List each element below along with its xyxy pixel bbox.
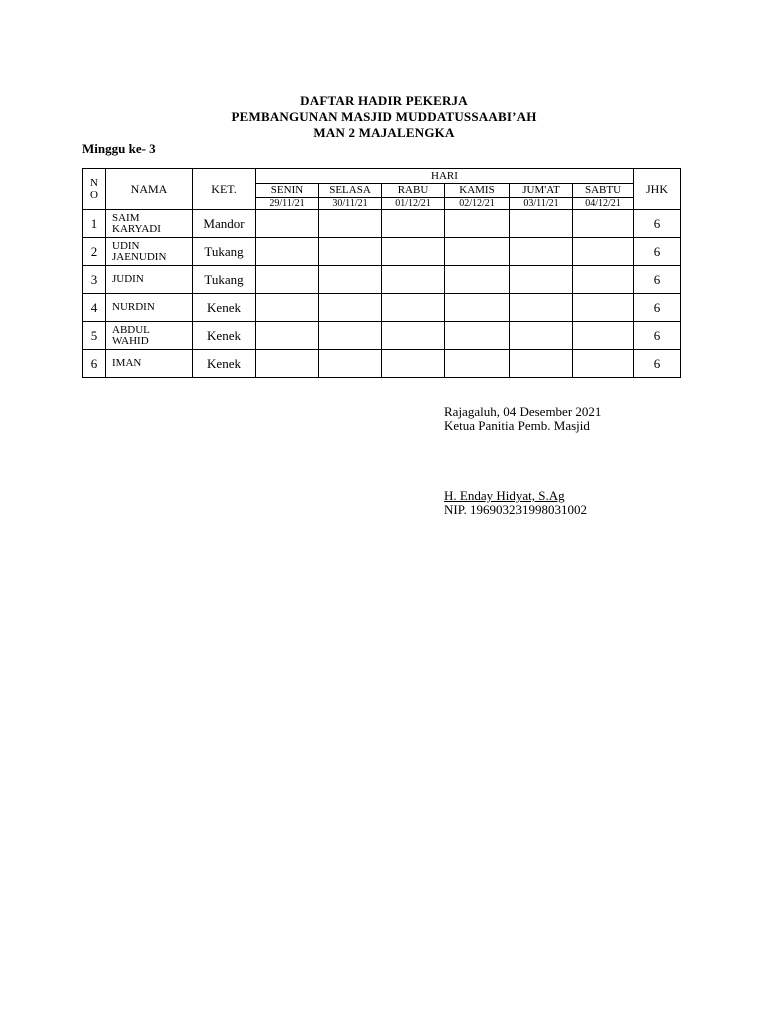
attendance-cell	[510, 322, 573, 350]
attendance-cell	[256, 322, 319, 350]
worker-name: ABDUL WAHID	[106, 322, 193, 350]
document-institution: MAN 2 MAJALENGKA	[313, 125, 455, 140]
attendance-cell	[510, 238, 573, 266]
attendance-cell	[319, 210, 382, 238]
attendance-cell	[445, 294, 510, 322]
attendance-cell	[445, 266, 510, 294]
attendance-cell	[382, 322, 445, 350]
table-row	[83, 350, 681, 378]
attendance-cell	[319, 266, 382, 294]
worker-name: SAIM KARYADI	[106, 210, 193, 238]
worker-role: Mandor	[193, 210, 256, 238]
attendance-cell	[445, 238, 510, 266]
table-row	[83, 322, 681, 350]
day-date: 02/12/21	[445, 198, 510, 210]
worker-role: Kenek	[193, 350, 256, 378]
attendance-cell	[510, 350, 573, 378]
jhk-value: 6	[634, 350, 681, 378]
day-name: SABTU	[573, 184, 634, 198]
day-date: 03/11/21	[510, 198, 573, 210]
table-row	[83, 266, 681, 294]
row-number: 4	[83, 294, 106, 322]
attendance-cell	[256, 294, 319, 322]
header-name: NAMA	[106, 169, 193, 210]
attendance-cell	[510, 210, 573, 238]
jhk-value: 6	[634, 238, 681, 266]
day-name: KAMIS	[445, 184, 510, 198]
header-hari: HARI	[256, 169, 634, 184]
header-no: N O	[83, 169, 106, 210]
day-date: 29/11/21	[256, 198, 319, 210]
row-number: 3	[83, 266, 106, 294]
day-date: 04/12/21	[573, 198, 634, 210]
attendance-cell	[445, 350, 510, 378]
worker-role: Kenek	[193, 322, 256, 350]
attendance-cell	[256, 210, 319, 238]
worker-role: Tukang	[193, 266, 256, 294]
jhk-value: 6	[634, 266, 681, 294]
worker-name: JUDIN	[106, 266, 193, 294]
table-row	[83, 210, 681, 238]
signature-name: H. Enday Hidyat, S.Ag	[444, 488, 565, 503]
attendance-cell	[319, 238, 382, 266]
attendance-cell	[382, 238, 445, 266]
worker-name: UDIN JAENUDIN	[106, 238, 193, 266]
document-subtitle: PEMBANGUNAN MASJID MUDDATUSSAABI’AH	[231, 109, 537, 124]
attendance-table	[82, 168, 681, 378]
worker-name: IMAN	[106, 350, 193, 378]
attendance-cell	[573, 266, 634, 294]
attendance-cell	[573, 322, 634, 350]
worker-name: NURDIN	[106, 294, 193, 322]
document-title: DAFTAR HADIR PEKERJA	[300, 93, 468, 108]
attendance-cell	[573, 210, 634, 238]
attendance-cell	[445, 210, 510, 238]
jhk-value: 6	[634, 294, 681, 322]
attendance-cell	[573, 238, 634, 266]
jhk-value: 6	[634, 210, 681, 238]
attendance-cell	[573, 294, 634, 322]
signature-nip: NIP. 196903231998031002	[444, 502, 588, 517]
signature-place-date: Rajagaluh, 04 Desember 2021	[444, 404, 602, 419]
row-number: 5	[83, 322, 106, 350]
attendance-cell	[256, 350, 319, 378]
row-number: 1	[83, 210, 106, 238]
signature-role: Ketua Panitia Pemb. Masjid	[444, 418, 590, 433]
attendance-cell	[510, 294, 573, 322]
header-ket: KET.	[193, 169, 256, 210]
attendance-cell	[510, 266, 573, 294]
attendance-cell	[256, 266, 319, 294]
day-date: 01/12/21	[382, 198, 445, 210]
day-name: SENIN	[256, 184, 319, 198]
row-number: 2	[83, 238, 106, 266]
attendance-cell	[382, 350, 445, 378]
attendance-cell	[382, 294, 445, 322]
attendance-cell	[573, 350, 634, 378]
attendance-cell	[319, 322, 382, 350]
day-name: RABU	[382, 184, 445, 198]
attendance-cell	[319, 350, 382, 378]
worker-role: Tukang	[193, 238, 256, 266]
day-name: JUM'AT	[510, 184, 573, 198]
attendance-cell	[319, 294, 382, 322]
day-date: 30/11/21	[319, 198, 382, 210]
jhk-value: 6	[634, 322, 681, 350]
attendance-cell	[382, 210, 445, 238]
week-label: Minggu ke- 3	[82, 141, 156, 156]
attendance-cell	[382, 266, 445, 294]
day-name: SELASA	[319, 184, 382, 198]
table-row	[83, 238, 681, 266]
row-number: 6	[83, 350, 106, 378]
worker-role: Kenek	[193, 294, 256, 322]
attendance-cell	[256, 238, 319, 266]
table-row	[83, 294, 681, 322]
header-jhk: JHK	[634, 169, 681, 210]
header-row	[83, 169, 681, 184]
attendance-cell	[445, 322, 510, 350]
